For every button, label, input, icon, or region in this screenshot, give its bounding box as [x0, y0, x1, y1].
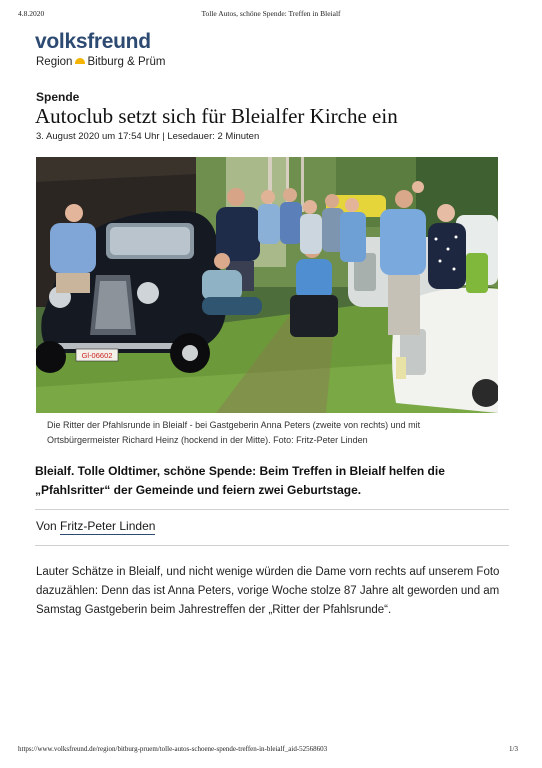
photo-scene — [36, 157, 498, 413]
license-plate-text: Gl-06602 — [81, 351, 113, 360]
article-photo[interactable] — [36, 157, 498, 413]
region-nav[interactable] — [36, 56, 165, 68]
photo-caption — [47, 418, 487, 448]
divider-top — [35, 509, 509, 510]
print-footer — [0, 745, 542, 757]
author-link[interactable]: Fritz-Peter Linden — [60, 519, 156, 533]
print-header — [0, 9, 542, 21]
print-page-title: Tolle Autos, schöne Spende: Treffen in Bleialf — [201, 9, 341, 18]
region-prefix: Region — [36, 56, 73, 68]
caption-line-1: Die Ritter der Pfahlsrunde in Bleialf - bei Gastgeberin Anna Peters (zweite von rechts) und mit — [47, 420, 421, 430]
print-date: 4.8.2020 — [18, 9, 45, 18]
article-teaser: Bleialf. Tolle Oldtimer, schöne Spende: Beim Treffen in Bleialf helfen die „Pfahlsritter“ der Gemeinde und feiern zwei Geburtstage. — [35, 464, 445, 497]
author-prefix: Von — [36, 519, 57, 533]
article-kicker: Spende — [36, 90, 80, 104]
page-number: 1/3 — [509, 745, 518, 753]
author-line — [36, 519, 155, 533]
print-url: https://www.volksfreund.de/region/bitburg-pruem/tolle-autos-schoene-spende-treffen-in-bleialf_aid-52568603 — [18, 745, 328, 753]
article-meta: 3. August 2020 um 17:54 Uhr | Lesedauer: 2 Minuten — [36, 131, 260, 142]
article-body: Lauter Schätze in Bleialf, und nicht wenige würden die Dame vorn rechts auf unserem Foto dazuzählen: Denn das ist Anna Peters, vorige Woche stolze 87 Jahre alt geworden und am Samstag Gastgeberin beim Jahrestreffen der „Ritter der Pfahlsrunde“. — [36, 566, 500, 616]
region-name: Bitburg & Prüm — [87, 56, 166, 68]
site-logo[interactable]: volksfreund — [35, 30, 151, 53]
caption-line-2: Ortsbürgermeister Richard Heinz (hockend in der Mitte). Foto: Fritz-Peter Linden — [47, 435, 368, 445]
article-headline: Autoclub setzt sich für Bleialfer Kirche ein — [35, 104, 398, 128]
sun-icon — [75, 58, 85, 64]
divider-bottom — [35, 545, 509, 546]
